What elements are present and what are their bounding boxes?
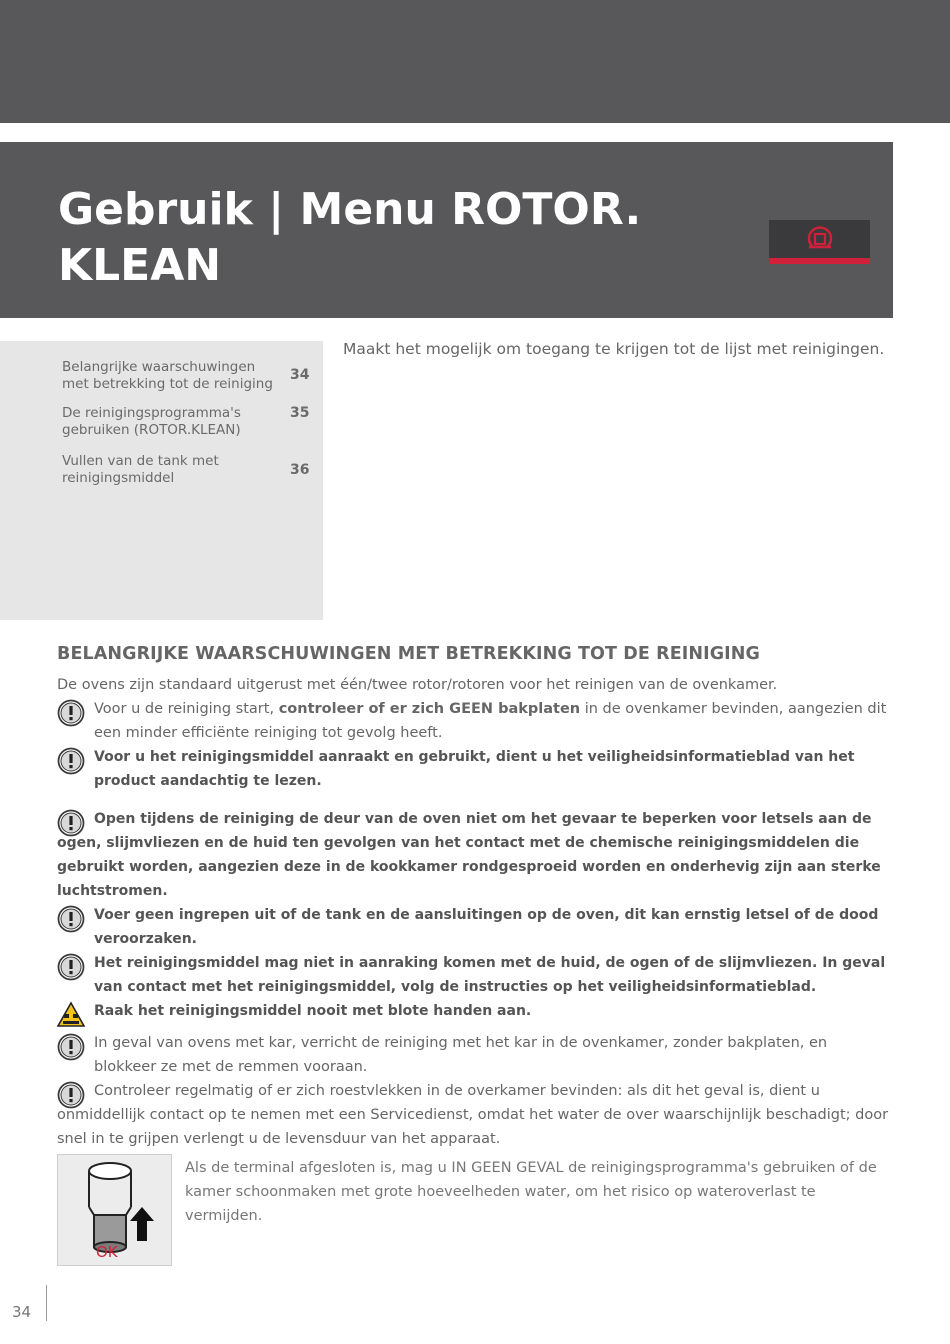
toc-item[interactable] bbox=[62, 359, 312, 393]
warning-circle-icon bbox=[57, 905, 85, 933]
title-block bbox=[0, 142, 893, 318]
intro-text: Maakt het mogelijk om toegang te krijgen tot de lijst met reinigingen. bbox=[343, 340, 885, 358]
table-of-contents bbox=[0, 341, 323, 620]
rotor-klean-menu-badge bbox=[769, 220, 870, 264]
toc-item[interactable] bbox=[62, 405, 312, 439]
terminal-note: Als de terminal afgesloten is, mag u IN GEEN GEVAL de reinigingsprogramma's gebruiken of de kamer schoonmaken met grote hoeveelheden water, om het risico op wateroverlast te vermijden. bbox=[185, 1160, 877, 1224]
warning-item bbox=[57, 999, 892, 1023]
page-number: 34 bbox=[12, 1303, 32, 1321]
toc-item-page: 36 bbox=[290, 462, 310, 478]
terminal-closed-illustration bbox=[57, 1154, 172, 1266]
page-number-rule bbox=[46, 1285, 47, 1321]
toc-item-page: 35 bbox=[290, 405, 310, 421]
warning-circle-icon bbox=[57, 953, 85, 981]
corrosive-hazard-icon bbox=[57, 1001, 85, 1029]
warning-circle-icon bbox=[57, 809, 85, 837]
warning-text: Raak het reinigingsmiddel nooit met blote handen aan. bbox=[94, 1003, 532, 1019]
warning-text: Voor u het reinigingsmiddel aanraakt en gebruikt, dient u het veiligheidsinformatieblad van het product aandachtig te lezen. bbox=[94, 749, 855, 789]
page-title: Gebruik | Menu ROTOR. KLEAN bbox=[58, 184, 642, 291]
ok-label: OK bbox=[96, 1243, 118, 1261]
warning-circle-icon bbox=[57, 699, 85, 727]
section-intro: De ovens zijn standaard uitgerust met één/twee rotor/rotoren voor het reinigen van de ovenkamer. bbox=[57, 677, 778, 693]
warning-text: in de ovenkamer bevinden, aangezien dit een minder efficiënte reiniging tot gevolg heeft. bbox=[94, 701, 887, 741]
warning-item bbox=[57, 1031, 892, 1079]
warning-item bbox=[57, 951, 892, 999]
warning-item bbox=[57, 903, 892, 951]
toc-item[interactable] bbox=[62, 453, 312, 487]
warning-item bbox=[57, 1079, 892, 1151]
warning-text: Controleer regelmatig of er zich roestvlekken in de overkamer bevinden: als dit het geval is, dient u onmiddellijk contact op te nemen met een Servicedienst, omdat het water de over waarschijnlijk beschadigt; door snel in te grijpen verlengt u de levensduur van het apparaat. bbox=[57, 1083, 889, 1147]
warning-circle-icon bbox=[57, 747, 85, 775]
warning-item bbox=[57, 807, 892, 903]
warnings-section bbox=[57, 644, 892, 1151]
warning-text: Voor u de reiniging start, bbox=[94, 701, 279, 717]
section-heading: BELANGRIJKE WAARSCHUWINGEN MET BETREKKING TOT DE REINIGING bbox=[57, 644, 760, 664]
toc-item-page: 34 bbox=[290, 367, 310, 383]
top-bar bbox=[0, 0, 950, 123]
toc-item-label: De reinigingsprogramma's gebruiken (ROTOR.KLEAN) bbox=[62, 405, 241, 438]
warning-circle-icon bbox=[57, 1033, 85, 1061]
warning-text: Open tijdens de reiniging de deur van de oven niet om het gevaar te beperken voor letsels aan de ogen, slijmvliezen en de huid ten gevolgen van het contact met de chemische reinigingsmiddelen die gebruikt worden, aangezien deze in de kookkamer rondgesproeid worden en onderhevig zijn aan sterke luchtstromen. bbox=[57, 811, 881, 899]
warning-text: Het reinigingsmiddel mag niet in aanraking komen met de huid, de ogen of de slijmvliezen. In geval van contact met het reinigingsmiddel, volg de instructies op het veiligheidsinformatieblad. bbox=[94, 955, 886, 995]
toc-item-label: Vullen van de tank met reinigingsmiddel bbox=[62, 453, 219, 486]
warning-text: In geval van ovens met kar, verricht de reiniging met het kar in de ovenkamer, zonder bakplaten, en blokkeer ze met de remmen vooraan. bbox=[94, 1035, 828, 1075]
warning-circle-icon bbox=[57, 1081, 85, 1109]
warning-text-bold: controleer of er zich GEEN bakplaten bbox=[278, 701, 581, 717]
warning-item bbox=[57, 697, 892, 745]
toc-item-label: Belangrijke waarschuwingen met betrekking tot de reiniging bbox=[62, 359, 273, 392]
warning-text: Voer geen ingrepen uit of de tank en de aansluitingen op de oven, dit kan ernstig letsel of de dood veroorzaken. bbox=[94, 907, 879, 947]
rotor-klean-icon bbox=[805, 225, 835, 253]
warning-item bbox=[57, 745, 892, 793]
